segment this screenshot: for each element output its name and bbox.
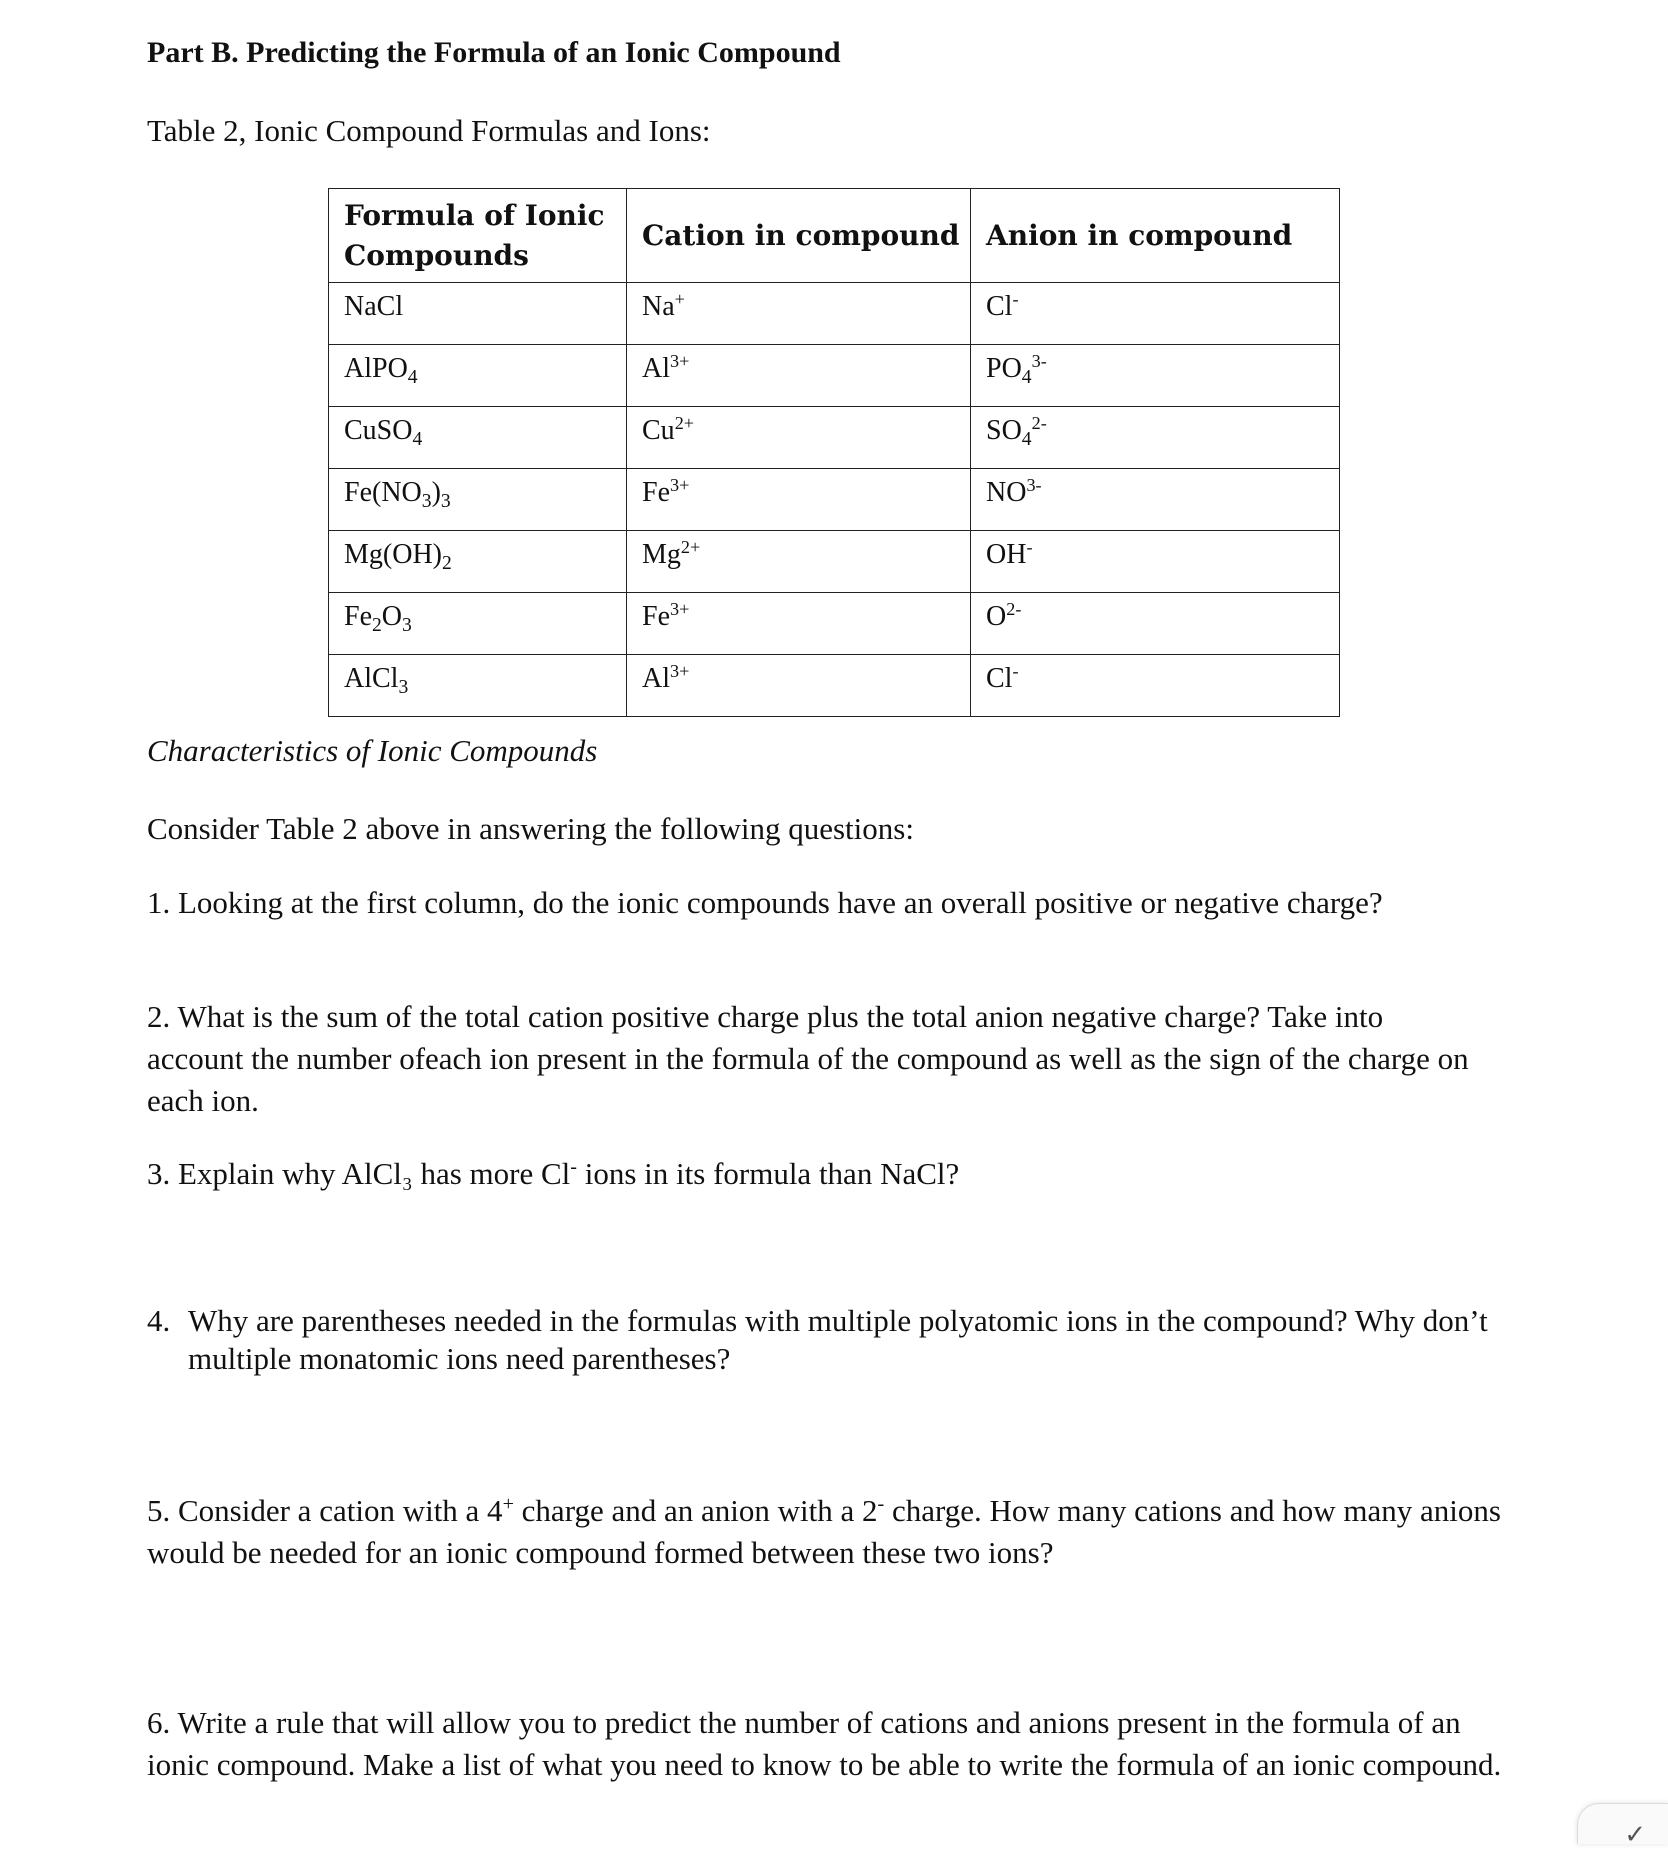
cell-formula: NaCl [329,283,627,345]
table-row [329,531,1340,593]
cell-anion: $O^{2-}$ [971,593,1340,655]
cell-anion: $PO_4^{3-}$ [971,345,1340,407]
cell-cation: $Mg^{2+}$ [627,531,971,593]
question-4 [147,1302,1527,1378]
table-row [329,593,1340,655]
header-anion: Anion in compound [971,189,1340,283]
page-heading: Part B. Predicting the Formula of an Ionic Compound [147,36,841,69]
cell-formula: $Fe(NO_3)_3$ [329,469,627,531]
question-4-number: 4. [147,1303,171,1338]
table-row [329,469,1340,531]
scroll-button[interactable] [1577,1803,1668,1849]
cell-cation: $Fe^{3+}$ [627,593,971,655]
cell-cation: $Al^{3+}$ [627,345,971,407]
cell-formula: $Fe_2O_3$ [329,593,627,655]
cell-anion: $SO_4^{2-}$ [971,407,1340,469]
cell-formula: AlCl$_3$ [329,655,627,717]
cell-anion: $NO^{3-}$ [971,469,1340,531]
cell-cation: $Cu^{2+}$ [627,407,971,469]
table-caption: Table 2, Ionic Compound Formulas and Ions: [147,113,711,148]
table-row [329,407,1340,469]
cell-cation: $Fe^{3+}$ [627,469,971,531]
cell-formula: CuSO$_4$ [329,407,627,469]
question-4-text: Why are parentheses needed in the formulas with multiple polyatomic ions in the compound? Why don’t multiple monatomic ions need parentheses? [188,1303,1488,1376]
question-2: 2. What is the sum of the total cation positive charge plus the total anion negative charge? Take into account the number ofeach ion present in the formula of the compound as well as the sign of the charge on each ion. [147,999,1469,1118]
cell-cation: Na+ [627,283,971,345]
cell-formula: AlPO$_4$ [329,345,627,407]
cell-anion: OH- [971,531,1340,593]
header-cation: Cation in compound [627,189,971,283]
header-formula: Formula of Ionic Compounds [329,189,627,283]
ions-table [328,188,1340,717]
chevron-icon: ✓ [1624,1820,1646,1849]
question-6: 6. Write a rule that will allow you to predict the number of cations and anions present in the formula of an ionic compound. Make a list of what you need to know to be able to write the formula of an ionic compound. [147,1705,1502,1782]
cell-formula: $Mg(OH)_2$ [329,531,627,593]
question-1: 1. Looking at the first column, do the ionic compounds have an overall positive or negative charge? [147,885,1383,920]
question-3: 3. Explain why AlCl₃ has more Cl- ions in its formula than NaCl? [147,1155,960,1191]
cell-cation: $Al^{3+}$ [627,655,971,717]
table-row [329,655,1340,717]
cell-anion: Cl- [971,655,1340,717]
section-subheading: Characteristics of Ionic Compounds [147,733,598,768]
table-row [329,345,1340,407]
intro-text: Consider Table 2 above in answering the following questions: [147,811,914,846]
cell-anion: Cl- [971,283,1340,345]
table-row [329,283,1340,345]
table-header-row [329,189,1340,283]
question-5: 5. Consider a cation with a 4+ charge and an anion with a 2- charge. How many cations and how many anions would be needed for an ionic compound formed between these two ions? [147,1492,1501,1570]
